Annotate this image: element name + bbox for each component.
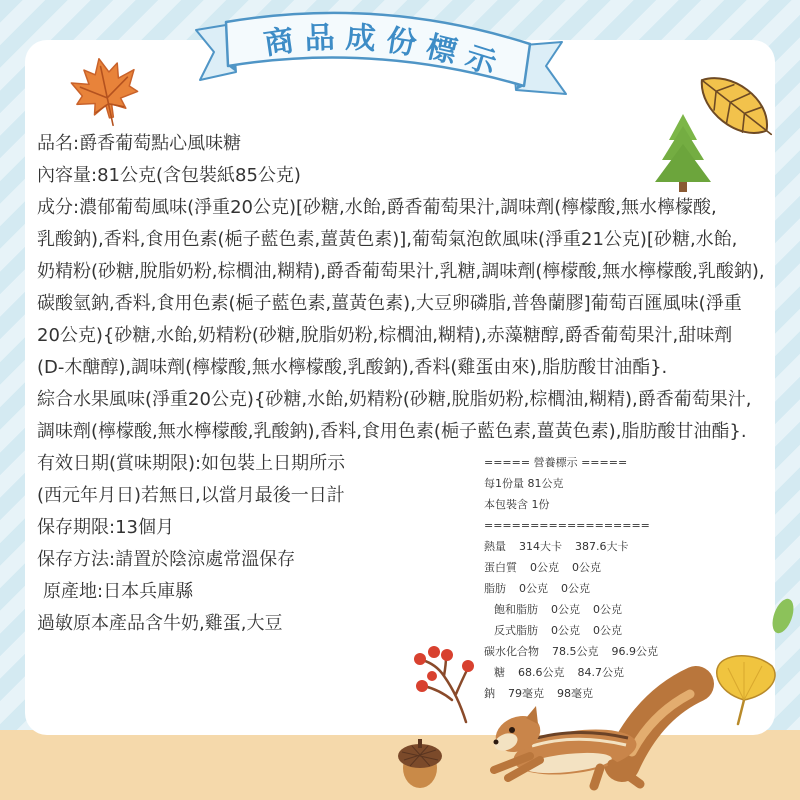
maple-leaf-icon	[68, 52, 145, 132]
nutrient-value: 84.7公克	[577, 666, 624, 679]
nutrient-value: 0公克	[593, 624, 622, 637]
page-title: 商品成份標示	[261, 20, 510, 85]
ingredients-line: 調味劑(檸檬酸,無水檸檬酸,乳酸鈉),香料,食用色素(梔子藍色素,薑黃色素),脂肪酸甘油酯}.	[37, 421, 747, 442]
servings-per-package: 本包裝含 1份	[484, 498, 550, 511]
nutrition-row	[484, 599, 704, 620]
storage-method: 保存方法:請置於陰涼處常溫保存	[37, 549, 296, 570]
nutrition-facts	[484, 452, 704, 704]
nutrient-label: 蛋白質	[484, 561, 517, 574]
nutrition-row	[484, 620, 704, 641]
acorn-icon	[398, 739, 442, 788]
nutrition-divider: ==================	[484, 519, 650, 532]
nutrient-label: 反式脂肪	[494, 624, 538, 637]
nutrition-header: ===== 營養標示 =====	[484, 456, 628, 469]
net-content: 內容量:81公克(含包裝紙85公克)	[37, 165, 301, 186]
nutrient-value: 68.6公克	[518, 666, 565, 679]
nutrient-value: 96.9公克	[611, 645, 658, 658]
nutrient-value: 0公克	[572, 561, 601, 574]
allergen: 過敏原本產品含牛奶,雞蛋,大豆	[37, 613, 283, 634]
nutrient-value: 314大卡	[519, 540, 562, 553]
nutrient-value: 98毫克	[557, 687, 593, 700]
nutrient-value: 0公克	[551, 603, 580, 616]
nutrient-label: 飽和脂肪	[494, 603, 538, 616]
nutrition-row	[484, 641, 704, 662]
nutrient-value: 0公克	[593, 603, 622, 616]
nutrient-value: 0公克	[530, 561, 559, 574]
nutrition-row	[484, 557, 704, 578]
nutrition-row	[484, 578, 704, 599]
origin: 原產地:日本兵庫縣	[43, 581, 194, 602]
ingredients-line: (D-木醣醇),調味劑(檸檬酸,無水檸檬酸,乳酸鈉),香料(雞蛋由來),脂肪酸甘油酯}.	[37, 357, 668, 378]
ingredients-line: 綜合水果風味(淨重20公克){砂糖,水飴,奶精粉(砂糖,脫脂奶粉,棕櫚油,糊精),爵香葡萄果汁,	[37, 389, 752, 410]
expiry-date: 有效日期(賞味期限):如包裝上日期所示	[37, 453, 346, 474]
nutrient-value: 79毫克	[508, 687, 544, 700]
ginkgo-leaf-icon	[717, 656, 775, 724]
nutrition-row	[484, 662, 704, 683]
nutrition-row	[484, 683, 704, 704]
nutrition-row	[484, 536, 704, 557]
title-ribbon	[196, 13, 566, 94]
nutrient-value: 0公克	[561, 582, 590, 595]
expiry-date-note: (西元年月日)若無日,以當月最後一日計	[37, 485, 345, 506]
ingredients-line: 奶精粉(砂糖,脫脂奶粉,棕櫚油,糊精),爵香葡萄果汁,乳糖,調味劑(檸檬酸,無水檸檬酸,乳酸鈉),	[37, 261, 765, 282]
ingredients-line: 成分:濃郁葡萄風味(淨重20公克)[砂糖,水飴,爵香葡萄果汁,調味劑(檸檬酸,無水檸檬酸,	[37, 197, 717, 218]
nutrient-value: 387.6大卡	[575, 540, 629, 553]
nutrient-label: 糖	[494, 666, 505, 679]
nutrient-label: 鈉	[484, 687, 495, 700]
nutrient-value: 0公克	[519, 582, 548, 595]
berry-branch-icon	[414, 646, 474, 722]
ingredients-line: 20公克){砂糖,水飴,奶精粉(砂糖,脫脂奶粉,棕櫚油,糊精),赤藻糖醇,爵香葡萄果汁,甜味劑	[37, 325, 733, 346]
nutrient-value: 78.5公克	[552, 645, 599, 658]
nutrient-label: 脂肪	[484, 582, 506, 595]
ingredients-line: 碳酸氫鈉,香料,食用色素(梔子藍色素,薑黃色素),大豆卵磷脂,普魯蘭膠]葡萄百匯風味(淨重	[37, 293, 742, 314]
ingredients-line: 乳酸鈉),香料,食用色素(梔子藍色素,薑黃色素)],葡萄氣泡飲風味(淨重21公克)[砂糖,水飴,	[37, 229, 738, 250]
serving-size: 每1份量 81公克	[484, 477, 564, 490]
nutrient-label: 熱量	[484, 540, 506, 553]
shelf-life: 保存期限:13個月	[37, 517, 174, 538]
product-name: 品名:爵香葡萄點心風味糖	[37, 133, 242, 154]
nutrient-label: 碳水化合物	[484, 645, 539, 658]
nutrient-value: 0公克	[551, 624, 580, 637]
